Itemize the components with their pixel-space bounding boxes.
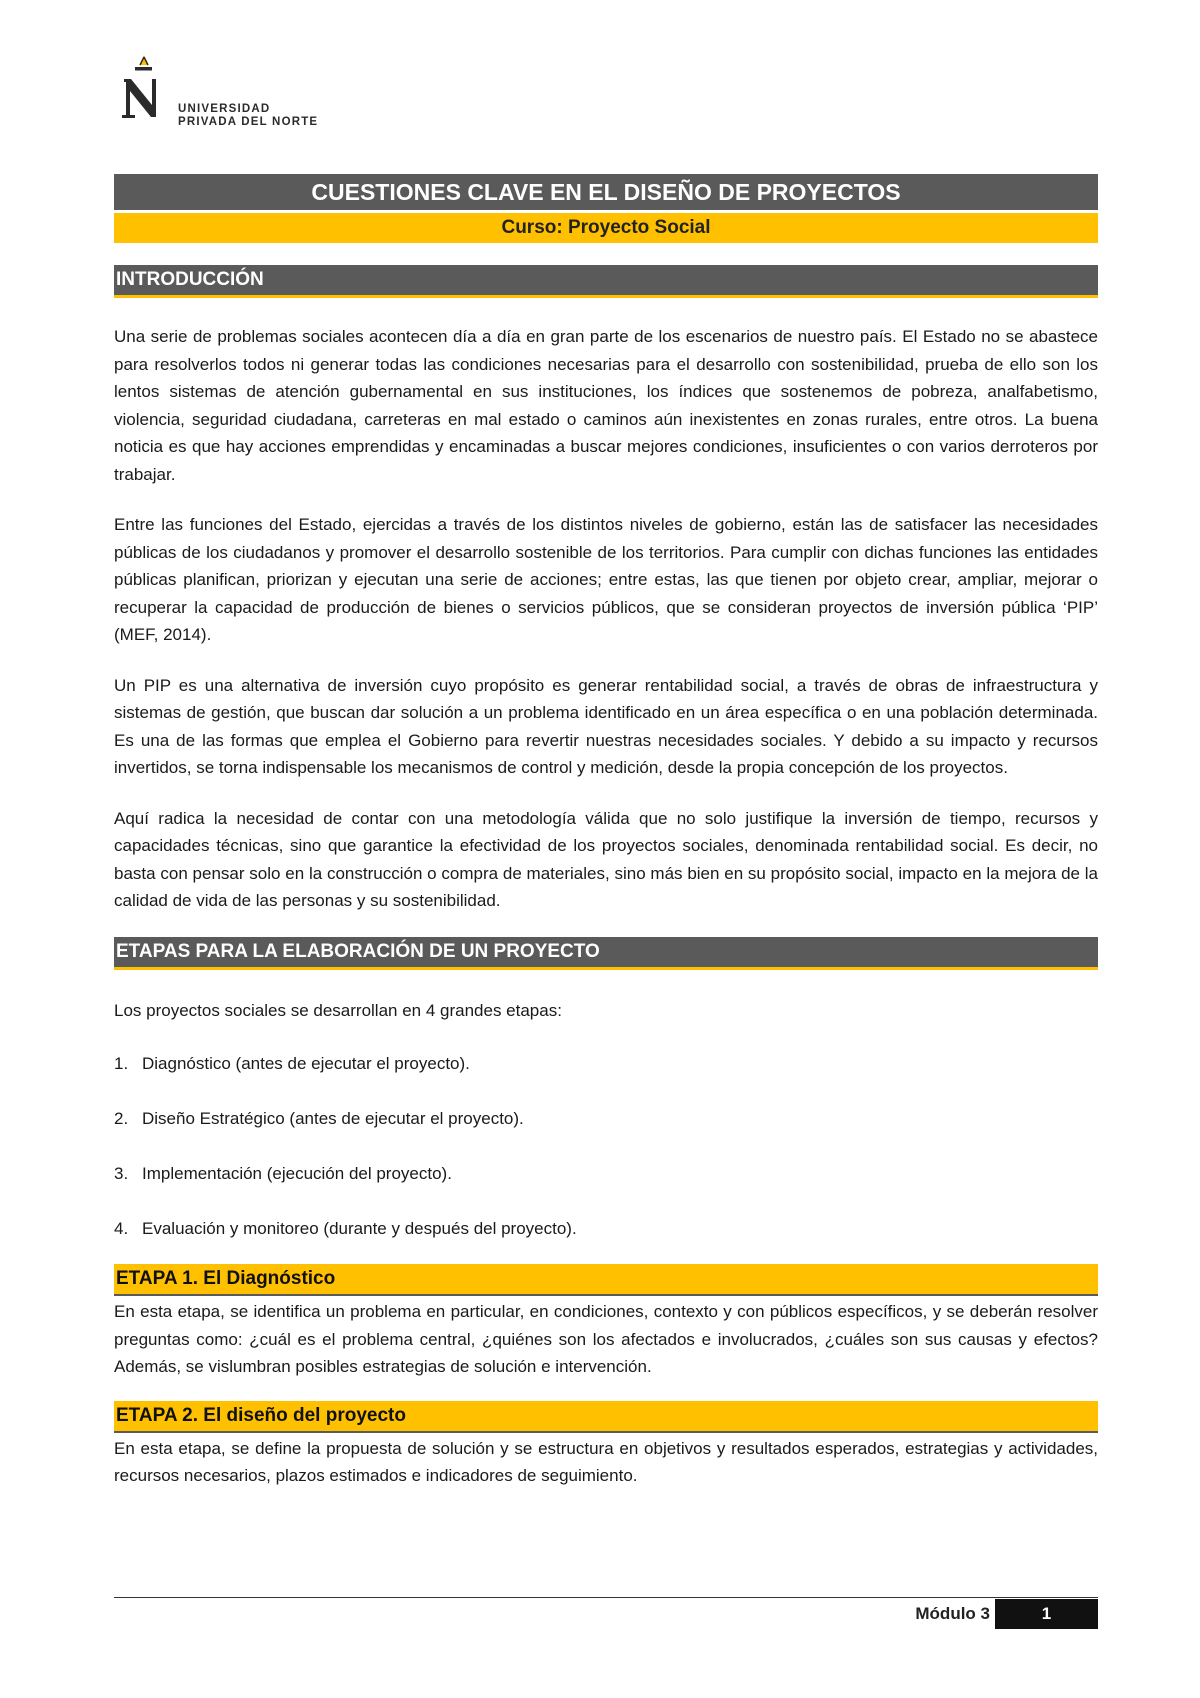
list-item [114, 1105, 1098, 1132]
list-text: Diseño Estratégico (antes de ejecutar el proyecto). [142, 1109, 524, 1128]
list-text: Diagnóstico (antes de ejecutar el proyecto). [142, 1054, 470, 1073]
list-text: Evaluación y monitoreo (durante y después del proyecto). [142, 1219, 577, 1238]
course-subtitle: Curso: Proyecto Social [114, 213, 1098, 243]
section-heading-introduction: INTRODUCCIÓN [114, 265, 1098, 298]
list-number: 4. [114, 1219, 129, 1238]
logo-line-1: UNIVERSIDAD [178, 103, 271, 115]
section-heading-stage-1: ETAPA 1. El Diagnóstico [114, 1264, 1098, 1296]
upn-logo-icon [122, 55, 172, 119]
intro-paragraph-3: Un PIP es una alternativa de inversión cuyo propósito es generar rentabilidad social, a través de obras de infraestructura y sistemas de gestión, que buscan dar solución a un problema identificado en un área específica o en una población determinada. Es una de las formas que emplea el Gobierno para revertir nuestras necesidades sociales. Y debido a su impacto y recursos invertidos, se torna indispensable los mecanismos de control y medición, desde la propia concepción de los proyectos. [114, 675, 1098, 777]
list-item [114, 1050, 1098, 1077]
section-heading-stages: ETAPAS PARA LA ELABORACIÓN DE UN PROYECTO [114, 937, 1098, 970]
list-text: Implementación (ejecución del proyecto). [142, 1164, 452, 1183]
list-item [114, 1215, 1098, 1242]
stages-lead: Los proyectos sociales se desarrollan en 4 grandes etapas: [114, 1000, 562, 1020]
section-heading-stage-2: ETAPA 2. El diseño del proyecto [114, 1401, 1098, 1433]
intro-paragraph-4: Aquí radica la necesidad de contar con una metodología válida que no solo justifique la inversión de tiempo, recursos y capacidades técnicas, sino que garantice la efectividad de los proyectos sociales, denominada rentabilidad social. Es decir, no basta con pensar solo en la construcción o compra de materiales, sino más bien en su propósito social, impacto en la mejora de la calidad de vida de las personas y su sostenibilidad. [114, 808, 1098, 910]
list-number: 2. [114, 1109, 129, 1128]
logo-text [178, 103, 318, 129]
intro-paragraph-2: Entre las funciones del Estado, ejercidas a través de los distintos niveles de gobierno, están las de satisfacer las necesidades públicas de los ciudadanos y promover el desarrollo sostenible de los territorios. Para cumplir con dichas funciones las entidades públicas planifican, priorizan y ejecutan una serie de acciones; entre estas, las que tienen por objeto crear, ampliar, mejorar o recuperar la capacidad de producción de bienes o servicios públicos, que se consideran proyectos de inversión pública ‘PIP’ (MEF, 2014). [114, 515, 1098, 644]
page-number: 1 [995, 1599, 1098, 1629]
stage-1-paragraph: En esta etapa, se identifica un problema en particular, en condiciones, contexto y con públicos específicos, y se deberán resolver preguntas como: ¿cuál es el problema central, ¿quiénes son los afectados e involucrados, ¿cuáles son sus causas y efectos? Además, se vislumbran posibles estrategias de solución e intervención. [114, 1302, 1098, 1376]
document-title: CUESTIONES CLAVE EN EL DISEÑO DE PROYECTOS [114, 174, 1098, 210]
stage-2-paragraph: En esta etapa, se define la propuesta de solución y se estructura en objetivos y resultados esperados, estrategias y actividades, recursos necesarios, plazos estimados e indicadores de seguimiento. [114, 1438, 1098, 1485]
list-number: 3. [114, 1164, 129, 1183]
footer-divider [114, 1597, 1098, 1598]
intro-paragraph-1: Una serie de problemas sociales acontecen día a día en gran parte de los escenarios de nuestro país. El Estado no se abastece para resolverlos todos ni generar todas las condiciones necesarias para el desarrollo con sostenibilidad, prueba de ello son los lentos sistemas de atención gubernamental en sus instituciones, los índices que sostenemos de pobreza, analfabetismo, violencia, seguridad ciudadana, carreteras en mal estado o caminos aún inexistentes en zonas rurales, entre otros. La buena noticia es que hay acciones emprendidas y encaminadas a buscar mejores condiciones, insuficientes o con varios derroteros por trabajar. [114, 327, 1098, 484]
footer-module-label: Módulo 3 [915, 1604, 990, 1623]
logo-line-2: PRIVADA DEL NORTE [178, 116, 319, 128]
list-number: 1. [114, 1054, 129, 1073]
list-item [114, 1160, 1098, 1187]
document-body [114, 174, 1098, 1490]
university-logo [122, 55, 322, 135]
